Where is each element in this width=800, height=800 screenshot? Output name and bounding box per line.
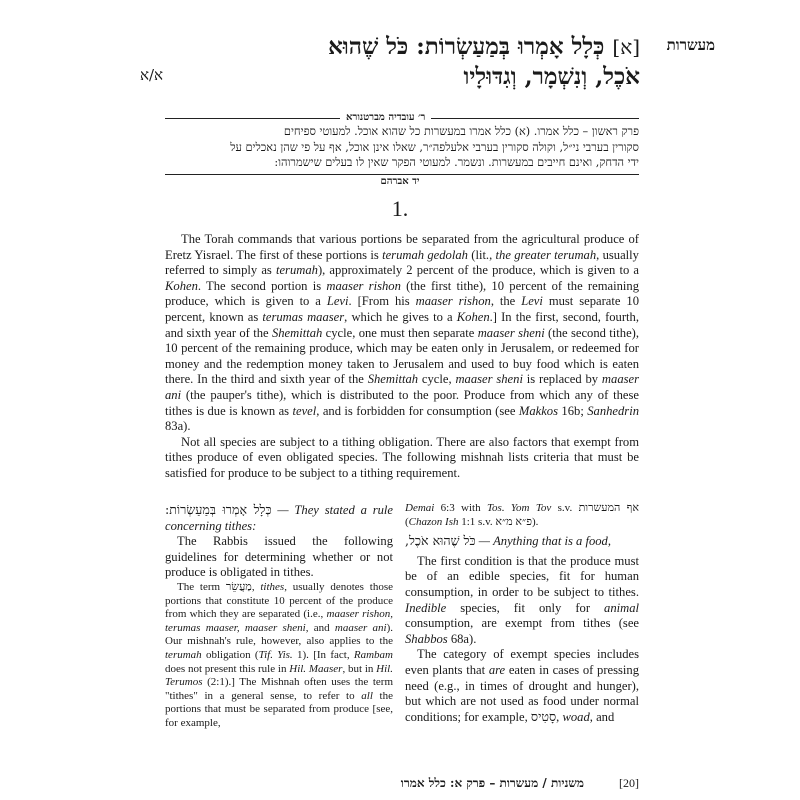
- section-number: 1.: [391, 196, 409, 221]
- bartenura-commentary: [165, 124, 639, 171]
- commentary-paragraph: The Rabbis issued the following guidelines for determining whether or not produce is obligated in tithes.: [165, 534, 393, 580]
- mishnah-line-1: כְּלָל אָמְרוּ בְּמַעַשְׂרוֹת: כֹּל שֶׁהוּא: [328, 33, 605, 60]
- yad-avraham-divider: [165, 174, 639, 175]
- commentary-column-left: [165, 502, 393, 731]
- commentary-paragraph: The category of exempt species includes even plants that are eaten in cases of pressing need (e.g., in times of drought and hunger), but which are not used as food under normal conditions; for example, סָטִיס, woad, and: [405, 647, 640, 724]
- commentary-note: The term מַעֲשֵׂר, tithes, usually denotes those portions that constitute 10 percent of the produce from which they are separated (i.e., maaser rishon, terumas maaser, maaser sheni, and maaser ani). Our mishnah's rule, however, also applies to the terumah obligation (Tif. Yis. 1). [In fact, Rambam does not present this rule in Hil. Maaser, but in Hil. Terumos (2:1).] The Mishnah often uses the term "tithes" in a general sense, to refer to all the portions that must be separated from produce [see, for example,: [165, 580, 394, 729]
- mishnah-reference: א/א: [140, 66, 164, 84]
- mishnah-tag: [א]: [612, 35, 640, 59]
- mishnah-text: [170, 32, 640, 91]
- intro-paragraph: Not all species are subject to a tithing obligation. There are also factors that exempt from tithes produce of even obligated species. The following mishnah lists criteria that must be satisfied for produce to be subject to a tithing requirement.: [165, 434, 639, 480]
- running-head: משניות / מעשרות – פרק א: כלל אמרו: [400, 776, 584, 790]
- lemma-heading: כֹּל שֶׁהוּא אֹכֶל, — Anything that is a food,: [405, 533, 611, 549]
- intro-paragraph: The Torah commands that various portions be separated from the agricultural produce of Eretz Yisrael. The first of these portions is terumah gedolah (lit., the greater terumah, usually referred to simply as terumah), approximately 2 percent of the produce, which is given to a Kohen. The second portion is maaser rishon (the first tithe), 10 percent of the remaining produce, which is given to a Levi. [From his maaser rishon, the Levi must separate 10 percent, known as terumas maaser, which he gives to a Kohen.] In the first, second, fourth, and sixth year of the Shemittah cycle, one must then separate maaser sheni (the second tithe), 10 percent of the remaining produce, which may be eaten only in Jerusalem, or redeemed for money and the redemption money taken to Jerusalem and used to buy food which is eaten there. In the third and sixth year of the Shemittah cycle, maaser sheni is replaced by maaser ani (the pauper's tithe), which is distributed to the poor. Produce from which any of these tithes is due is known as tevel, and is forbidden for consumption (see Makkos 16b; Sanhedrin 83a).: [165, 232, 640, 434]
- yad-avraham-title: יד אברהם: [380, 176, 420, 187]
- lemma-heading: כְּלָל אָמְרוּ בְּמַעַשְׂרוֹת: — They stated a rule concerning tithes:: [165, 502, 393, 533]
- mishnah-line-2: אֹכֶל, וְנִשְׁמָר, וְגִדּוּלָיו: [463, 63, 640, 90]
- bartenura-line: פרק ראשון – כלל אמרו. (א) כלל אמרו במעשרות כל שהוא אוכל. למעוטי ספיחים: [283, 125, 639, 138]
- bartenura-line: סקורין בערבי ני״ל, וקולה סקורין בערבי אלעלפה״ר, שאלו אינן אוכל, אף על פי שהן נאכלים על: [230, 140, 639, 154]
- page-number: [20]: [619, 776, 639, 790]
- commentary-paragraph: The first condition is that the produce must be of an edible species, fit for human consumption, in order to be subject to tithes. Inedible species, fit only for animal consumption, are exempt from tithes (see Shabbos 68a).: [405, 553, 639, 646]
- bartenura-title: ר׳ עובדיה מברטנורא: [340, 112, 431, 123]
- commentary-column-right: [405, 502, 639, 725]
- tractate-label: מעשרות: [666, 36, 715, 54]
- bartenura-line: ידי הדחק, ואינם חייבים במעשרות. ונשמר. למעוטי הפקר שאין לו בעלים שישמרוהו:: [274, 156, 639, 169]
- commentary-note-continued: Demai 6:3 with Tos. Yom Tov s.v. אף המעשרות (Chazon Ish 1:1 s.v. פ״א מ״א).: [405, 502, 639, 528]
- intro-commentary: [165, 232, 639, 482]
